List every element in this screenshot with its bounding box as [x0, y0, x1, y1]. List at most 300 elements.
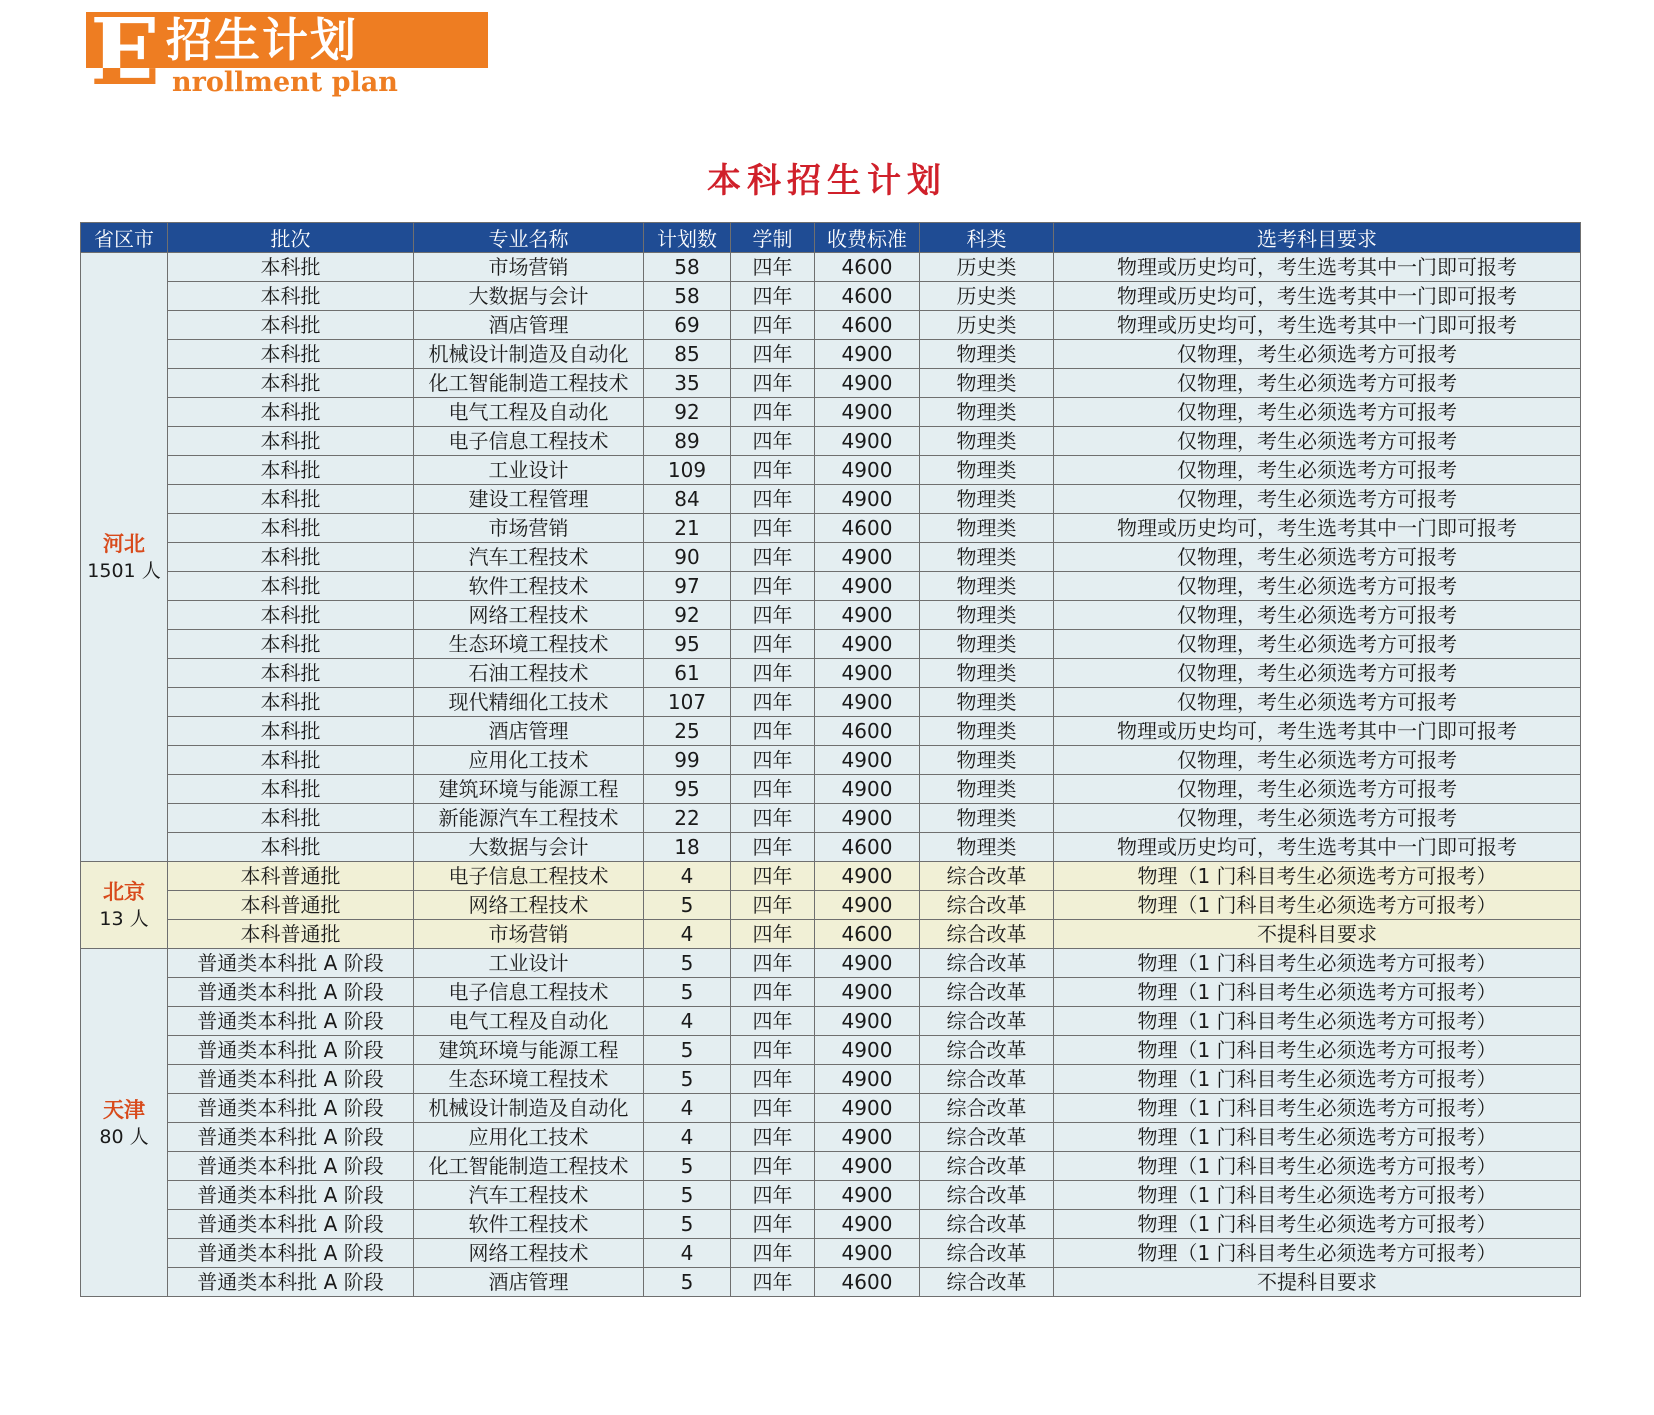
batch-cell: 本科批 — [168, 398, 414, 427]
major-cell: 工业设计 — [414, 949, 644, 978]
batch-cell: 本科批 — [168, 253, 414, 282]
duration-cell: 四年 — [731, 1065, 815, 1094]
fee-cell: 4900 — [815, 746, 920, 775]
subject-requirement-cell: 物理（1 门科目考生必须选考方可报考） — [1054, 1152, 1581, 1181]
table-row — [81, 804, 1581, 833]
fee-cell: 4900 — [815, 688, 920, 717]
table-row — [81, 1094, 1581, 1123]
major-cell: 电气工程及自动化 — [414, 1007, 644, 1036]
duration-cell: 四年 — [731, 369, 815, 398]
quota-cell: 5 — [644, 1065, 731, 1094]
category-cell: 物理类 — [920, 775, 1054, 804]
major-cell: 化工智能制造工程技术 — [414, 1152, 644, 1181]
subject-requirement-cell: 物理（1 门科目考生必须选考方可报考） — [1054, 891, 1581, 920]
subject-requirement-cell: 仅物理，考生必须选考方可报考 — [1054, 746, 1581, 775]
major-cell: 应用化工技术 — [414, 746, 644, 775]
table-row — [81, 427, 1581, 456]
category-cell: 物理类 — [920, 543, 1054, 572]
table-row — [81, 949, 1581, 978]
batch-cell: 普通类本科批 A 阶段 — [168, 1094, 414, 1123]
duration-cell: 四年 — [731, 949, 815, 978]
quota-cell: 5 — [644, 978, 731, 1007]
category-cell: 物理类 — [920, 659, 1054, 688]
subject-requirement-cell: 物理（1 门科目考生必须选考方可报考） — [1054, 1239, 1581, 1268]
category-cell: 物理类 — [920, 601, 1054, 630]
major-cell: 电气工程及自动化 — [414, 398, 644, 427]
duration-cell: 四年 — [731, 891, 815, 920]
category-cell: 综合改革 — [920, 891, 1054, 920]
logo-letter-e: E — [90, 0, 161, 106]
column-header: 专业名称 — [414, 223, 644, 253]
batch-cell: 本科批 — [168, 340, 414, 369]
quota-cell: 107 — [644, 688, 731, 717]
major-cell: 酒店管理 — [414, 311, 644, 340]
fee-cell: 4900 — [815, 427, 920, 456]
category-cell: 物理类 — [920, 340, 1054, 369]
fee-cell: 4900 — [815, 1036, 920, 1065]
table-row — [81, 775, 1581, 804]
quota-cell: 84 — [644, 485, 731, 514]
major-cell: 汽车工程技术 — [414, 543, 644, 572]
major-cell: 机械设计制造及自动化 — [414, 1094, 644, 1123]
quota-cell: 25 — [644, 717, 731, 746]
duration-cell: 四年 — [731, 311, 815, 340]
fee-cell: 4900 — [815, 1210, 920, 1239]
duration-cell: 四年 — [731, 1007, 815, 1036]
table-row — [81, 1007, 1581, 1036]
category-cell: 物理类 — [920, 398, 1054, 427]
batch-cell: 本科批 — [168, 514, 414, 543]
quota-cell: 69 — [644, 311, 731, 340]
subject-requirement-cell: 仅物理，考生必须选考方可报考 — [1054, 369, 1581, 398]
fee-cell: 4600 — [815, 833, 920, 862]
table-row — [81, 746, 1581, 775]
fee-cell: 4900 — [815, 862, 920, 891]
major-cell: 建设工程管理 — [414, 485, 644, 514]
table-header-row — [81, 223, 1581, 253]
duration-cell: 四年 — [731, 717, 815, 746]
subject-requirement-cell: 不提科目要求 — [1054, 1268, 1581, 1297]
province-cell — [81, 862, 168, 949]
duration-cell: 四年 — [731, 1123, 815, 1152]
subject-requirement-cell: 物理或历史均可，考生选考其中一门即可报考 — [1054, 282, 1581, 311]
duration-cell: 四年 — [731, 282, 815, 311]
table-row — [81, 485, 1581, 514]
duration-cell: 四年 — [731, 1268, 815, 1297]
quota-cell: 5 — [644, 1210, 731, 1239]
fee-cell: 4600 — [815, 717, 920, 746]
batch-cell: 普通类本科批 A 阶段 — [168, 1152, 414, 1181]
major-cell: 市场营销 — [414, 253, 644, 282]
enrollment-table — [80, 222, 1581, 1297]
batch-cell: 普通类本科批 A 阶段 — [168, 1239, 414, 1268]
fee-cell: 4900 — [815, 1094, 920, 1123]
column-header: 收费标准 — [815, 223, 920, 253]
table-row — [81, 1181, 1581, 1210]
duration-cell: 四年 — [731, 1036, 815, 1065]
major-cell: 建筑环境与能源工程 — [414, 1036, 644, 1065]
major-cell: 网络工程技术 — [414, 1239, 644, 1268]
subject-requirement-cell: 仅物理，考生必须选考方可报考 — [1054, 688, 1581, 717]
batch-cell: 本科批 — [168, 427, 414, 456]
fee-cell: 4600 — [815, 311, 920, 340]
major-cell: 大数据与会计 — [414, 833, 644, 862]
subject-requirement-cell: 仅物理，考生必须选考方可报考 — [1054, 427, 1581, 456]
duration-cell: 四年 — [731, 340, 815, 369]
fee-cell: 4900 — [815, 659, 920, 688]
fee-cell: 4600 — [815, 253, 920, 282]
table-row — [81, 862, 1581, 891]
fee-cell: 4600 — [815, 1268, 920, 1297]
category-cell: 综合改革 — [920, 1239, 1054, 1268]
subject-requirement-cell: 仅物理，考生必须选考方可报考 — [1054, 601, 1581, 630]
quota-cell: 5 — [644, 1268, 731, 1297]
fee-cell: 4900 — [815, 1065, 920, 1094]
batch-cell: 本科批 — [168, 746, 414, 775]
fee-cell: 4900 — [815, 630, 920, 659]
table-row — [81, 369, 1581, 398]
column-header: 科类 — [920, 223, 1054, 253]
logo-title: 招生计划 — [166, 13, 358, 67]
duration-cell: 四年 — [731, 833, 815, 862]
subject-requirement-cell: 物理（1 门科目考生必须选考方可报考） — [1054, 1065, 1581, 1094]
table-row — [81, 1268, 1581, 1297]
enrollment-plan-logo — [86, 0, 488, 106]
quota-cell: 22 — [644, 804, 731, 833]
quota-cell: 18 — [644, 833, 731, 862]
column-header: 省区市 — [81, 223, 168, 253]
major-cell: 市场营销 — [414, 920, 644, 949]
batch-cell: 普通类本科批 A 阶段 — [168, 1268, 414, 1297]
quota-cell: 89 — [644, 427, 731, 456]
quota-cell: 85 — [644, 340, 731, 369]
major-cell: 应用化工技术 — [414, 1123, 644, 1152]
subject-requirement-cell: 物理或历史均可，考生选考其中一门即可报考 — [1054, 253, 1581, 282]
category-cell: 历史类 — [920, 253, 1054, 282]
table-row — [81, 717, 1581, 746]
table-row — [81, 253, 1581, 282]
major-cell: 生态环境工程技术 — [414, 1065, 644, 1094]
fee-cell: 4900 — [815, 1181, 920, 1210]
fee-cell: 4900 — [815, 601, 920, 630]
batch-cell: 本科批 — [168, 311, 414, 340]
table-row — [81, 340, 1581, 369]
province-name: 河北 — [103, 532, 145, 556]
fee-cell: 4900 — [815, 543, 920, 572]
duration-cell: 四年 — [731, 601, 815, 630]
table-row — [81, 514, 1581, 543]
duration-cell: 四年 — [731, 630, 815, 659]
table-row — [81, 1123, 1581, 1152]
subject-requirement-cell: 仅物理，考生必须选考方可报考 — [1054, 485, 1581, 514]
major-cell: 电子信息工程技术 — [414, 862, 644, 891]
table-row — [81, 572, 1581, 601]
duration-cell: 四年 — [731, 1210, 815, 1239]
major-cell: 酒店管理 — [414, 717, 644, 746]
category-cell: 物理类 — [920, 572, 1054, 601]
column-header: 计划数 — [644, 223, 731, 253]
batch-cell: 本科普通批 — [168, 891, 414, 920]
quota-cell: 95 — [644, 630, 731, 659]
duration-cell: 四年 — [731, 485, 815, 514]
batch-cell: 本科批 — [168, 456, 414, 485]
major-cell: 化工智能制造工程技术 — [414, 369, 644, 398]
quota-cell: 92 — [644, 601, 731, 630]
table-row — [81, 282, 1581, 311]
batch-cell: 本科批 — [168, 775, 414, 804]
batch-cell: 普通类本科批 A 阶段 — [168, 1007, 414, 1036]
duration-cell: 四年 — [731, 775, 815, 804]
subject-requirement-cell: 仅物理，考生必须选考方可报考 — [1054, 340, 1581, 369]
subject-requirement-cell: 物理或历史均可，考生选考其中一门即可报考 — [1054, 833, 1581, 862]
major-cell: 软件工程技术 — [414, 1210, 644, 1239]
fee-cell: 4900 — [815, 340, 920, 369]
table-row — [81, 398, 1581, 427]
subject-requirement-cell: 物理（1 门科目考生必须选考方可报考） — [1054, 978, 1581, 1007]
subject-requirement-cell: 物理或历史均可，考生选考其中一门即可报考 — [1054, 514, 1581, 543]
quota-cell: 5 — [644, 891, 731, 920]
table-row — [81, 311, 1581, 340]
category-cell: 综合改革 — [920, 949, 1054, 978]
province-name: 北京 — [103, 880, 145, 904]
subject-requirement-cell: 仅物理，考生必须选考方可报考 — [1054, 775, 1581, 804]
quota-cell: 5 — [644, 1152, 731, 1181]
batch-cell: 普通类本科批 A 阶段 — [168, 949, 414, 978]
quota-cell: 58 — [644, 282, 731, 311]
duration-cell: 四年 — [731, 456, 815, 485]
table-row — [81, 659, 1581, 688]
batch-cell: 普通类本科批 A 阶段 — [168, 978, 414, 1007]
batch-cell: 普通类本科批 A 阶段 — [168, 1181, 414, 1210]
category-cell: 物理类 — [920, 456, 1054, 485]
quota-cell: 5 — [644, 949, 731, 978]
duration-cell: 四年 — [731, 1239, 815, 1268]
major-cell: 电子信息工程技术 — [414, 978, 644, 1007]
fee-cell: 4900 — [815, 398, 920, 427]
subject-requirement-cell: 仅物理，考生必须选考方可报考 — [1054, 659, 1581, 688]
subject-requirement-cell: 仅物理，考生必须选考方可报考 — [1054, 804, 1581, 833]
category-cell: 物理类 — [920, 485, 1054, 514]
table-row — [81, 1210, 1581, 1239]
category-cell: 物理类 — [920, 746, 1054, 775]
fee-cell: 4900 — [815, 978, 920, 1007]
quota-cell: 4 — [644, 920, 731, 949]
quota-cell: 4 — [644, 862, 731, 891]
fee-cell: 4900 — [815, 775, 920, 804]
batch-cell: 本科批 — [168, 572, 414, 601]
subject-requirement-cell: 仅物理，考生必须选考方可报考 — [1054, 398, 1581, 427]
quota-cell: 95 — [644, 775, 731, 804]
column-header: 学制 — [731, 223, 815, 253]
major-cell: 网络工程技术 — [414, 601, 644, 630]
major-cell: 大数据与会计 — [414, 282, 644, 311]
subject-requirement-cell: 物理（1 门科目考生必须选考方可报考） — [1054, 1181, 1581, 1210]
page-title: 本科招生计划 — [707, 161, 947, 201]
subject-requirement-cell: 仅物理，考生必须选考方可报考 — [1054, 543, 1581, 572]
major-cell: 石油工程技术 — [414, 659, 644, 688]
batch-cell: 本科批 — [168, 630, 414, 659]
category-cell: 历史类 — [920, 282, 1054, 311]
table-row — [81, 1152, 1581, 1181]
table-row — [81, 688, 1581, 717]
quota-cell: 92 — [644, 398, 731, 427]
fee-cell: 4900 — [815, 1007, 920, 1036]
category-cell: 综合改革 — [920, 1181, 1054, 1210]
province-total: 1501 人 — [87, 560, 161, 582]
duration-cell: 四年 — [731, 804, 815, 833]
province-cell — [81, 253, 168, 862]
category-cell: 综合改革 — [920, 978, 1054, 1007]
category-cell: 综合改革 — [920, 862, 1054, 891]
quota-cell: 109 — [644, 456, 731, 485]
subject-requirement-cell: 物理（1 门科目考生必须选考方可报考） — [1054, 1094, 1581, 1123]
category-cell: 物理类 — [920, 833, 1054, 862]
category-cell: 物理类 — [920, 514, 1054, 543]
batch-cell: 本科批 — [168, 804, 414, 833]
category-cell: 综合改革 — [920, 1094, 1054, 1123]
category-cell: 综合改革 — [920, 1036, 1054, 1065]
table-row — [81, 1036, 1581, 1065]
major-cell: 工业设计 — [414, 456, 644, 485]
batch-cell: 本科批 — [168, 717, 414, 746]
duration-cell: 四年 — [731, 862, 815, 891]
fee-cell: 4900 — [815, 1152, 920, 1181]
duration-cell: 四年 — [731, 688, 815, 717]
batch-cell: 本科批 — [168, 601, 414, 630]
quota-cell: 4 — [644, 1123, 731, 1152]
subject-requirement-cell: 物理（1 门科目考生必须选考方可报考） — [1054, 1210, 1581, 1239]
category-cell: 物理类 — [920, 369, 1054, 398]
major-cell: 新能源汽车工程技术 — [414, 804, 644, 833]
major-cell: 电子信息工程技术 — [414, 427, 644, 456]
batch-cell: 本科普通批 — [168, 920, 414, 949]
table-row — [81, 601, 1581, 630]
duration-cell: 四年 — [731, 978, 815, 1007]
logo-subtitle: nrollment plan — [172, 67, 398, 98]
category-cell: 物理类 — [920, 717, 1054, 746]
batch-cell: 本科批 — [168, 543, 414, 572]
duration-cell: 四年 — [731, 659, 815, 688]
province-total: 13 人 — [99, 908, 149, 930]
subject-requirement-cell: 物理（1 门科目考生必须选考方可报考） — [1054, 1007, 1581, 1036]
duration-cell: 四年 — [731, 398, 815, 427]
table-row — [81, 891, 1581, 920]
quota-cell: 99 — [644, 746, 731, 775]
batch-cell: 本科批 — [168, 833, 414, 862]
quota-cell: 4 — [644, 1094, 731, 1123]
major-cell: 汽车工程技术 — [414, 1181, 644, 1210]
batch-cell: 普通类本科批 A 阶段 — [168, 1210, 414, 1239]
fee-cell: 4900 — [815, 1123, 920, 1152]
quota-cell: 4 — [644, 1239, 731, 1268]
major-cell: 软件工程技术 — [414, 572, 644, 601]
duration-cell: 四年 — [731, 427, 815, 456]
major-cell: 建筑环境与能源工程 — [414, 775, 644, 804]
fee-cell: 4900 — [815, 456, 920, 485]
duration-cell: 四年 — [731, 1181, 815, 1210]
category-cell: 物理类 — [920, 630, 1054, 659]
column-header: 批次 — [168, 223, 414, 253]
fee-cell: 4900 — [815, 485, 920, 514]
fee-cell: 4900 — [815, 804, 920, 833]
fee-cell: 4900 — [815, 572, 920, 601]
table-row — [81, 920, 1581, 949]
subject-requirement-cell: 物理或历史均可，考生选考其中一门即可报考 — [1054, 717, 1581, 746]
category-cell: 综合改革 — [920, 920, 1054, 949]
major-cell: 生态环境工程技术 — [414, 630, 644, 659]
duration-cell: 四年 — [731, 543, 815, 572]
batch-cell: 普通类本科批 A 阶段 — [168, 1036, 414, 1065]
duration-cell: 四年 — [731, 1094, 815, 1123]
subject-requirement-cell: 仅物理，考生必须选考方可报考 — [1054, 572, 1581, 601]
quota-cell: 21 — [644, 514, 731, 543]
table-row — [81, 833, 1581, 862]
major-cell: 网络工程技术 — [414, 891, 644, 920]
category-cell: 综合改革 — [920, 1268, 1054, 1297]
duration-cell: 四年 — [731, 514, 815, 543]
fee-cell: 4900 — [815, 369, 920, 398]
table-row — [81, 1065, 1581, 1094]
category-cell: 历史类 — [920, 311, 1054, 340]
subject-requirement-cell: 物理（1 门科目考生必须选考方可报考） — [1054, 1036, 1581, 1065]
batch-cell: 本科批 — [168, 688, 414, 717]
batch-cell: 普通类本科批 A 阶段 — [168, 1065, 414, 1094]
batch-cell: 普通类本科批 A 阶段 — [168, 1123, 414, 1152]
category-cell: 综合改革 — [920, 1152, 1054, 1181]
subject-requirement-cell: 物理（1 门科目考生必须选考方可报考） — [1054, 1123, 1581, 1152]
table-row — [81, 543, 1581, 572]
duration-cell: 四年 — [731, 1152, 815, 1181]
category-cell: 物理类 — [920, 688, 1054, 717]
column-header: 选考科目要求 — [1054, 223, 1581, 253]
subject-requirement-cell: 仅物理，考生必须选考方可报考 — [1054, 456, 1581, 485]
fee-cell: 4900 — [815, 1239, 920, 1268]
category-cell: 综合改革 — [920, 1123, 1054, 1152]
subject-requirement-cell: 仅物理，考生必须选考方可报考 — [1054, 630, 1581, 659]
subject-requirement-cell: 物理（1 门科目考生必须选考方可报考） — [1054, 862, 1581, 891]
category-cell: 综合改革 — [920, 1007, 1054, 1036]
major-cell: 市场营销 — [414, 514, 644, 543]
quota-cell: 35 — [644, 369, 731, 398]
duration-cell: 四年 — [731, 572, 815, 601]
subject-requirement-cell: 物理或历史均可，考生选考其中一门即可报考 — [1054, 311, 1581, 340]
batch-cell: 本科批 — [168, 659, 414, 688]
fee-cell: 4900 — [815, 891, 920, 920]
major-cell: 现代精细化工技术 — [414, 688, 644, 717]
quota-cell: 90 — [644, 543, 731, 572]
major-cell: 机械设计制造及自动化 — [414, 340, 644, 369]
quota-cell: 97 — [644, 572, 731, 601]
fee-cell: 4600 — [815, 514, 920, 543]
duration-cell: 四年 — [731, 253, 815, 282]
batch-cell: 本科普通批 — [168, 862, 414, 891]
table-row — [81, 630, 1581, 659]
batch-cell: 本科批 — [168, 485, 414, 514]
subject-requirement-cell: 不提科目要求 — [1054, 920, 1581, 949]
table-row — [81, 1239, 1581, 1268]
category-cell: 综合改革 — [920, 1065, 1054, 1094]
batch-cell: 本科批 — [168, 369, 414, 398]
fee-cell: 4600 — [815, 920, 920, 949]
province-name: 天津 — [103, 1097, 145, 1122]
subject-requirement-cell: 物理（1 门科目考生必须选考方可报考） — [1054, 949, 1581, 978]
batch-cell: 本科批 — [168, 282, 414, 311]
quota-cell: 5 — [644, 1181, 731, 1210]
fee-cell: 4600 — [815, 282, 920, 311]
duration-cell: 四年 — [731, 746, 815, 775]
major-cell: 酒店管理 — [414, 1268, 644, 1297]
category-cell: 物理类 — [920, 804, 1054, 833]
